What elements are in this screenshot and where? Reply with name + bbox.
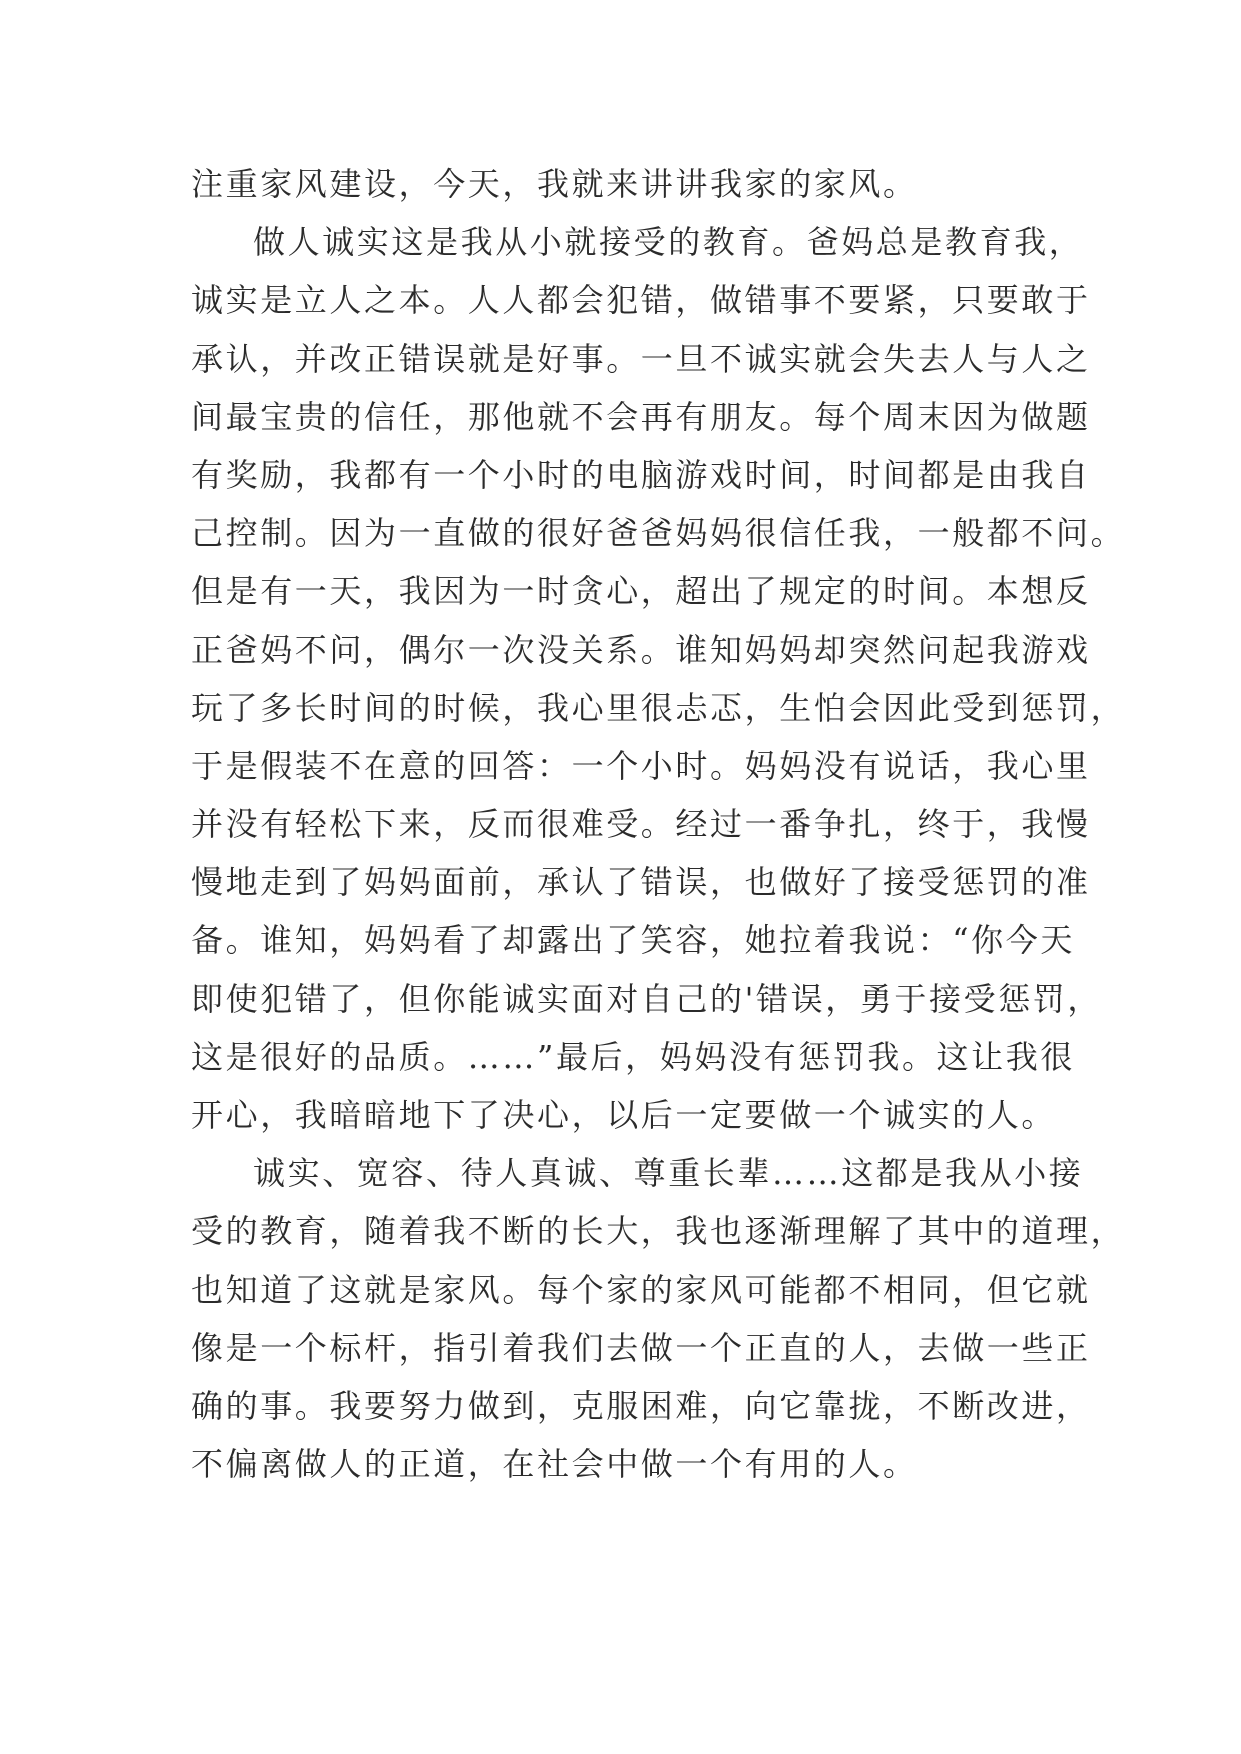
text-line: 于是假装不在意的回答：一个小时。妈妈没有说话，我心里	[191, 746, 1091, 785]
text-line: 玩了多长时间的时候，我心里很忐忑，生怕会因此受到惩罚，	[191, 688, 1126, 727]
text-line: 己控制。因为一直做的很好爸爸妈妈很信任我，一般都不问。	[191, 514, 1126, 553]
text-line: 受的教育，随着我不断的长大，我也逐渐理解了其中的道理，	[191, 1212, 1126, 1251]
text-line: 并没有轻松下来，反而很难受。经过一番争扎，终于，我慢	[191, 805, 1091, 844]
text-line: 但是有一天，我因为一时贪心，超出了规定的时间。本想反	[191, 572, 1091, 611]
text-line: 承认，并改正错误就是好事。一旦不诚实就会失去人与人之	[191, 339, 1091, 378]
text-line: 不偏离做人的正道，在社会中做一个有用的人。	[191, 1445, 918, 1484]
text-line: 这是很好的品质。……”最后，妈妈没有惩罚我。这让我很	[191, 1037, 1075, 1076]
text-line: 开心，我暗暗地下了决心，以后一定要做一个诚实的人。	[191, 1096, 1057, 1134]
text-line: 注重家风建设，今天，我就来讲讲我家的家风。	[191, 165, 918, 203]
text-line: 确的事。我要努力做到，克服困难，向它靠拢，不断改进，	[191, 1386, 1091, 1425]
text-line: 慢地走到了妈妈面前，承认了错误，也做好了接受惩罚的准	[191, 863, 1091, 902]
paragraph-first-line: 诚实、宽容、待人真诚、尊重长辈……这都是我从小接	[253, 1154, 1084, 1193]
body-text	[191, 155, 1126, 1493]
text-line: 备。谁知，妈妈看了却露出了笑容，她拉着我说：“你今天	[191, 921, 1075, 960]
paragraph-first-line: 做人诚实这是我从小就接受的教育。爸妈总是教育我，	[253, 223, 1084, 262]
text-line: 有奖励，我都有一个小时的电脑游戏时间，时间都是由我自	[191, 455, 1091, 494]
text-line: 间最宝贵的信任，那他就不会再有朋友。每个周末因为做题	[191, 397, 1091, 436]
text-line: 像是一个标杆，指引着我们去做一个正直的人，去做一些正	[191, 1328, 1091, 1367]
text-line: 也知道了这就是家风。每个家的家风可能都不相同，但它就	[191, 1270, 1091, 1309]
text-line: 正爸妈不问，偶尔一次没关系。谁知妈妈却突然问起我游戏	[191, 630, 1091, 669]
text-line: 诚实是立人之本。人人都会犯错，做错事不要紧，只要敢于	[191, 281, 1091, 320]
text-line: 即使犯错了，但你能诚实面对自己的'错误，勇于接受惩罚，	[191, 979, 1102, 1018]
